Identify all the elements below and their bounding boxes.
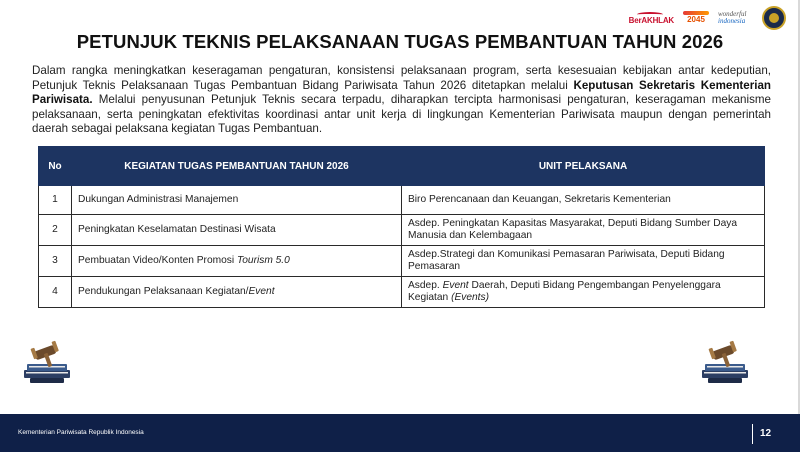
unit-italic-2: (Events) <box>451 292 489 303</box>
row-unit <box>402 277 765 308</box>
unit-text: Asdep. Peningkatan Kapasitas Masyarakat, Deputi Bidang Sumber Daya Manusia dan Kelembagaan <box>408 218 738 241</box>
row-kegiatan <box>72 215 402 246</box>
table-header-row <box>39 147 765 186</box>
row-kegiatan <box>72 246 402 277</box>
row-kegiatan <box>72 277 402 308</box>
table-row <box>39 277 765 308</box>
row-unit <box>402 246 765 277</box>
kegiatan-text: Pendukungan Pelaksanaan Kegiatan/ <box>78 286 249 297</box>
table-row <box>39 186 765 215</box>
kegiatan-italic: Tourism 5.0 <box>236 255 290 266</box>
unit-italic: Event <box>442 280 469 291</box>
footer-divider <box>752 424 753 444</box>
kegiatan-italic: Event <box>248 286 275 297</box>
footer-organization: Kementerian Pariwisata Republik Indonesia <box>18 429 144 436</box>
unit-text-2: Daerah, Deputi Bidang Pengembangan Penyelenggara Kegiatan <box>408 280 721 303</box>
intro-paragraph <box>32 64 771 137</box>
row-kegiatan <box>72 186 402 215</box>
row-number: 1 <box>39 186 72 215</box>
intro-text-2: Melalui penyusunan Petunjuk Teknis secara terpadu, diharapkan tercipta harmonisasi pengaturan, keseragaman mekanisme pelaksanaan, serta peningkatan efektivitas koordinasi antar unit kerja di lingkungan Kementerian Pariwisata maupun dengan pemerintah daerah sebagai pelaksana kegiatan Tugas Pembantuan. <box>32 93 771 136</box>
berakhlak-logo: BerAKHLAK <box>629 12 674 25</box>
indonesia-emas-logo <box>682 9 710 27</box>
unit-text: Asdep.Strategi dan Komunikasi Pemasaran Pariwisata, Deputi Bidang Pemasaran <box>408 249 725 272</box>
unit-text: Biro Perencanaan dan Keuangan, Sekretaris Kementerian <box>408 194 671 205</box>
row-unit <box>402 186 765 215</box>
row-number: 4 <box>39 277 72 308</box>
kegiatan-text: Dukungan Administrasi Manajemen <box>78 194 239 205</box>
header-unit-pelaksana: UNIT PELAKSANA <box>402 147 765 186</box>
row-number: 3 <box>39 246 72 277</box>
row-number: 2 <box>39 215 72 246</box>
page-number: 12 <box>760 428 772 439</box>
kegiatan-text: Peningkatan Keselamatan Destinasi Wisata <box>78 224 276 235</box>
seal-emblem <box>769 13 779 23</box>
header-kegiatan: KEGIATAN TUGAS PEMBANTUAN TAHUN 2026 <box>72 147 402 186</box>
wonderful-line1: wonderful <box>718 10 747 18</box>
header-no: No <box>39 147 72 186</box>
row-unit <box>402 215 765 246</box>
gavel-books-icon <box>700 340 750 386</box>
wonderful-indonesia-logo <box>718 11 754 25</box>
wonderful-line2: indonesia <box>718 17 746 25</box>
activities-table <box>38 146 765 308</box>
table-row <box>39 246 765 277</box>
unit-text: Asdep. <box>408 280 443 291</box>
header-logos <box>629 6 786 30</box>
kegiatan-text: Pembuatan Video/Konten Promosi <box>78 255 237 266</box>
indonesia-emas-number: 2045 <box>687 15 705 24</box>
gavel-books-icon <box>22 340 72 386</box>
table-row <box>39 215 765 246</box>
ministry-seal-icon <box>762 6 786 30</box>
intro-text-1: Dalam rangka meningkatkan keseragaman pengaturan, konsistensi pelaksanaan program, serta kesesuaian kebijakan antar kedeputian, Petunjuk Teknis Pelaksanaan Tugas Pembantuan Bidang Pariwisata Tahun 2026 ditetapkan melalui <box>32 64 771 92</box>
intro-bold-text: Keputusan Sekretaris Kementerian Pariwisata. <box>32 78 771 107</box>
page-title: PETUNJUK TEKNIS PELAKSANAAN TUGAS PEMBANTUAN TAHUN 2026 <box>76 31 724 52</box>
